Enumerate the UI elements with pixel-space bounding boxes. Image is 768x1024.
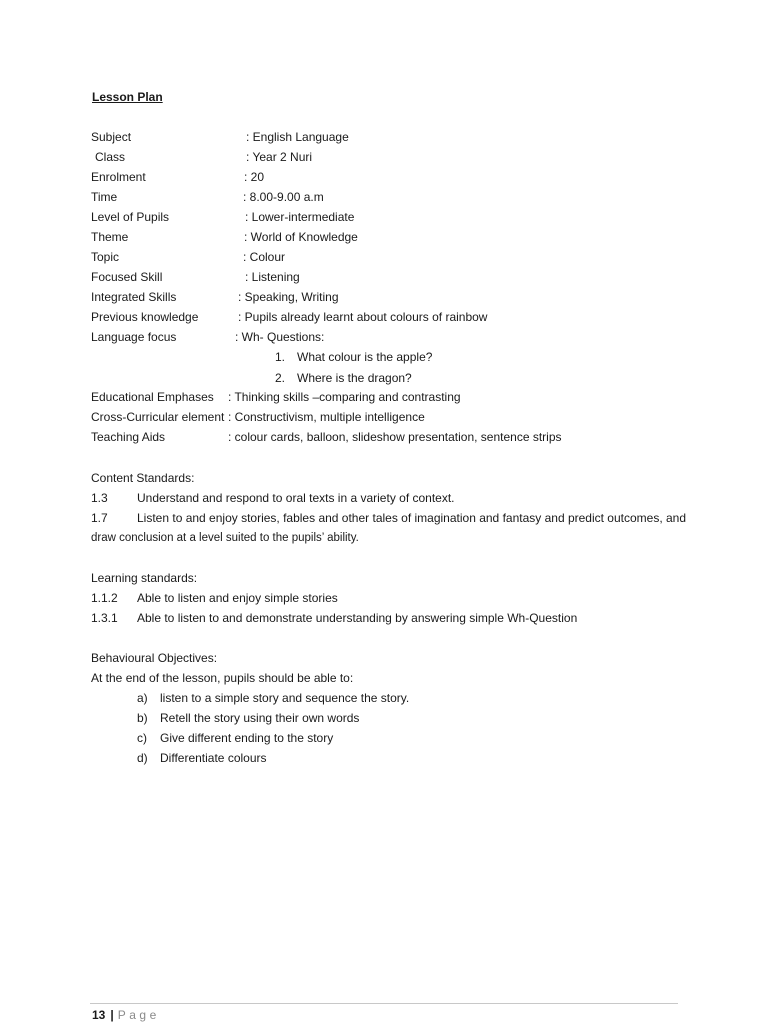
footer-separator: | <box>110 1008 114 1022</box>
detail-value-educational-emphases: : Thinking skills –comparing and contrasting <box>228 390 461 404</box>
detail-label-teaching-aids: Teaching Aids <box>91 430 166 444</box>
objective-text: listen to a simple story and sequence the story. <box>160 691 410 705</box>
detail-value-topic: : Colour <box>243 250 286 264</box>
objective-text: Differentiate colours <box>160 751 267 765</box>
detail-label-previous-knowledge: Previous knowledge <box>91 310 199 324</box>
detail-label-integrated-skills: Integrated Skills <box>91 290 177 304</box>
page-footer <box>92 1008 160 1022</box>
detail-value-theme: : World of Knowledge <box>244 230 358 244</box>
detail-label-language-focus: Language focus <box>91 330 177 344</box>
page-word: Page <box>117 1008 160 1022</box>
standard-text: Listen to and enjoy stories, fables and other tales of imagination and fantasy and predict outcomes, and <box>137 511 687 525</box>
page-title: Lesson Plan <box>92 90 163 104</box>
standard-number: 1.3.1 <box>91 611 118 625</box>
detail-label-time: Time <box>91 190 118 204</box>
detail-value-teaching-aids: : colour cards, balloon, slideshow presentation, sentence strips <box>228 430 562 444</box>
detail-label-enrolment: Enrolment <box>91 170 146 184</box>
standard-number: 1.7 <box>91 511 108 525</box>
detail-value-cross-curricular: : Constructivism, multiple intelligence <box>228 410 425 424</box>
objective-letter: d) <box>137 751 148 765</box>
detail-value-subject: : English Language <box>246 130 349 144</box>
list-item-number: 2. <box>275 371 286 385</box>
section-heading: Content Standards: <box>91 471 195 485</box>
objective-letter: a) <box>137 691 148 705</box>
list-item-number: 1. <box>275 350 286 364</box>
objective-text: Retell the story using their own words <box>160 711 360 725</box>
detail-label-educational-emphases: Educational Emphases <box>91 390 214 404</box>
detail-value-enrolment: : 20 <box>244 170 265 184</box>
objective-letter: b) <box>137 711 148 725</box>
standard-number: 1.1.2 <box>91 591 118 605</box>
detail-label-level: Level of Pupils <box>91 210 170 224</box>
detail-value-level: : Lower-intermediate <box>245 210 355 224</box>
detail-label-class: Class <box>95 150 126 164</box>
list-item-text: What colour is the apple? <box>297 350 433 364</box>
standard-number: 1.3 <box>91 491 108 505</box>
page-number: 13 <box>92 1008 106 1022</box>
detail-label-cross-curricular: Cross-Curricular element <box>91 410 225 424</box>
detail-label-subject: Subject <box>91 130 132 144</box>
standard-text: Understand and respond to oral texts in a variety of context. <box>137 491 455 505</box>
objectives-intro: At the end of the lesson, pupils should be able to: <box>91 671 354 685</box>
detail-value-time: : 8.00-9.00 a.m <box>243 190 324 204</box>
detail-label-focused-skill: Focused Skill <box>91 270 163 284</box>
detail-value-previous-knowledge: : Pupils already learnt about colours of rainbow <box>238 310 488 324</box>
detail-value-integrated-skills: : Speaking, Writing <box>238 290 339 304</box>
section-heading: Learning standards: <box>91 571 198 585</box>
objective-letter: c) <box>137 731 147 745</box>
standard-text: Able to listen and enjoy simple stories <box>137 591 338 605</box>
standard-text: Able to listen to and demonstrate understanding by answering simple Wh-Question <box>137 611 578 625</box>
detail-value-language-focus: : Wh- Questions: <box>235 330 325 344</box>
detail-label-topic: Topic <box>91 250 120 264</box>
detail-value-class: : Year 2 Nuri <box>246 150 313 164</box>
objective-text: Give different ending to the story <box>160 731 334 745</box>
list-item-text: Where is the dragon? <box>297 371 412 385</box>
footer-divider <box>90 1003 678 1004</box>
section-heading: Behavioural Objectives: <box>91 651 218 665</box>
detail-value-focused-skill: : Listening <box>245 270 300 284</box>
standard-text-continuation: draw conclusion at a level suited to the pupils’ ability. <box>91 532 359 544</box>
detail-label-theme: Theme <box>91 230 129 244</box>
